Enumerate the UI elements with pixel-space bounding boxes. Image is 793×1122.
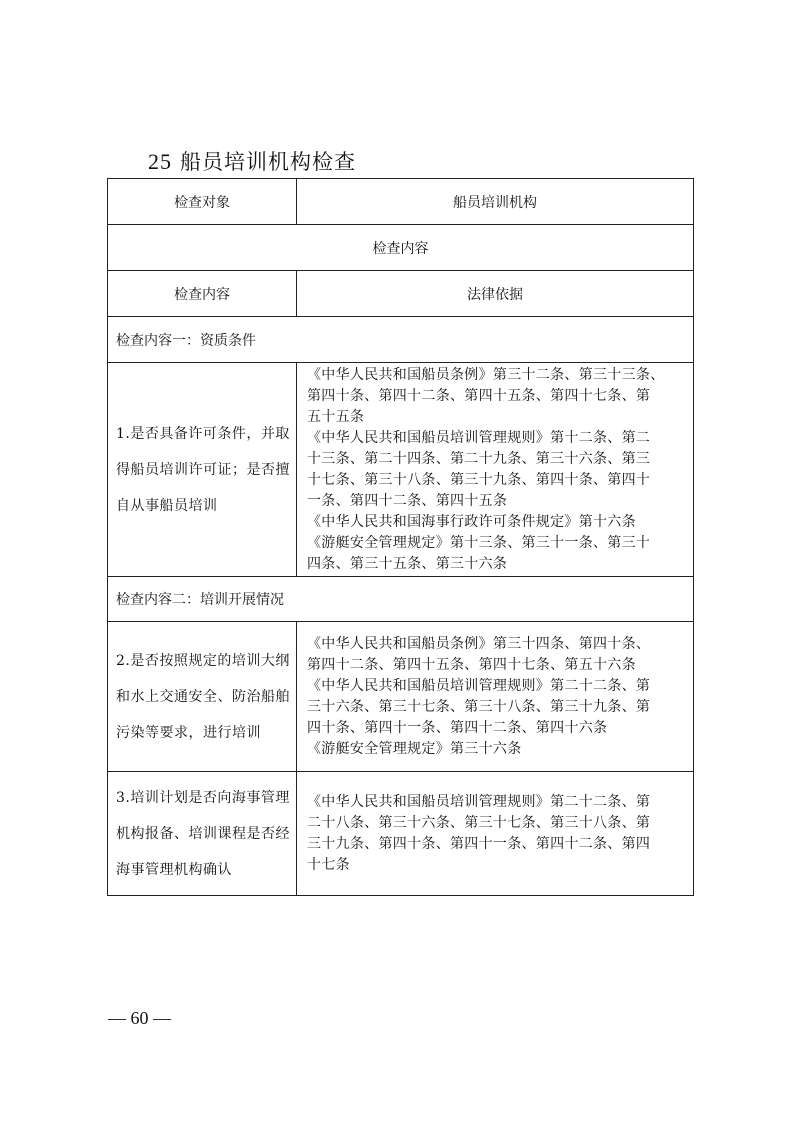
column-header-content: 检查内容: [108, 271, 297, 317]
inspection-table: [107, 178, 694, 896]
table-row: [108, 772, 694, 896]
basis-line: 《游艇安全管理规定》第三十六条: [307, 740, 522, 757]
basis-line: 《中华人民共和国船员培训管理规则》第十二条、第二: [307, 429, 651, 446]
basis-line: 第四十二条、第四十五条、第四十七条、第五十六条: [307, 656, 636, 673]
basis-line: 《中华人民共和国船员条例》第三十二条、第三十三条、: [307, 366, 665, 383]
column-header-basis: 法律依据: [297, 271, 694, 317]
section-heading: [148, 146, 356, 176]
basis-line: 《游艇安全管理规定》第十三条、第三十一条、第三十: [307, 534, 651, 551]
basis-line: 《中华人民共和国船员培训管理规则》第二十二条、第: [307, 677, 651, 694]
column-header-row: [108, 271, 694, 317]
basis-line: 四条、第三十五条、第三十六条: [307, 555, 508, 572]
item3-content: 3.培训计划是否向海事管理机构报备、培训课程是否经海事管理机构确认: [108, 772, 297, 896]
item2-content: 2.是否按照规定的培训大纲和水上交通安全、防治船舶污染等要求，进行培训: [108, 622, 297, 772]
object-row: [108, 179, 694, 225]
basis-line: 五十五条: [307, 408, 365, 425]
basis-line: 三十六条、第三十七条、第三十八条、第三十九条、第: [307, 698, 651, 715]
basis-line: 二十八条、第三十六条、第三十七条、第三十八条、第: [307, 814, 651, 831]
basis-line: 四十条、第四十一条、第四十二条、第四十六条: [307, 719, 608, 736]
content-title-row: [108, 225, 694, 271]
basis-line: 第四十条、第四十二条、第四十五条、第四十七条、第: [307, 387, 651, 404]
item3-basis: [297, 772, 694, 896]
basis-line: 一条、第四十二条、第四十五条: [307, 492, 508, 509]
section2-label: 检查内容二：培训开展情况: [108, 577, 694, 622]
table-row: [108, 363, 694, 577]
basis-line: 《中华人民共和国船员条例》第三十四条、第四十条、: [307, 635, 651, 652]
basis-line: 十七条、第三十八条、第三十九条、第四十条、第四十: [307, 471, 651, 488]
section-row: [108, 577, 694, 622]
item1-basis: [297, 363, 694, 577]
section-row: [108, 317, 694, 363]
object-value-cell: 船员培训机构: [297, 179, 694, 225]
basis-line: 《中华人民共和国海事行政许可条件规定》第十六条: [307, 513, 636, 530]
content-title-cell: 检查内容: [108, 225, 694, 271]
basis-line: 十七条: [307, 856, 350, 873]
item1-content: 1.是否具备许可条件，并取得船员培训许可证；是否擅自从事船员培训: [108, 363, 297, 577]
basis-line: 三十九条、第四十条、第四十一条、第四十二条、第四: [307, 835, 651, 852]
item2-basis: [297, 622, 694, 772]
section-number: 25: [148, 149, 172, 174]
basis-line: 《中华人民共和国船员培训管理规则》第二十二条、第: [307, 793, 651, 810]
basis-line: 十三条、第二十四条、第二十九条、第三十六条、第三: [307, 450, 651, 467]
section-title: 船员培训机构检查: [180, 150, 356, 174]
object-label-cell: 检查对象: [108, 179, 297, 225]
page-number: — 60 —: [108, 1008, 171, 1028]
table-row: [108, 622, 694, 772]
section1-label: 检查内容一：资质条件: [108, 317, 694, 363]
